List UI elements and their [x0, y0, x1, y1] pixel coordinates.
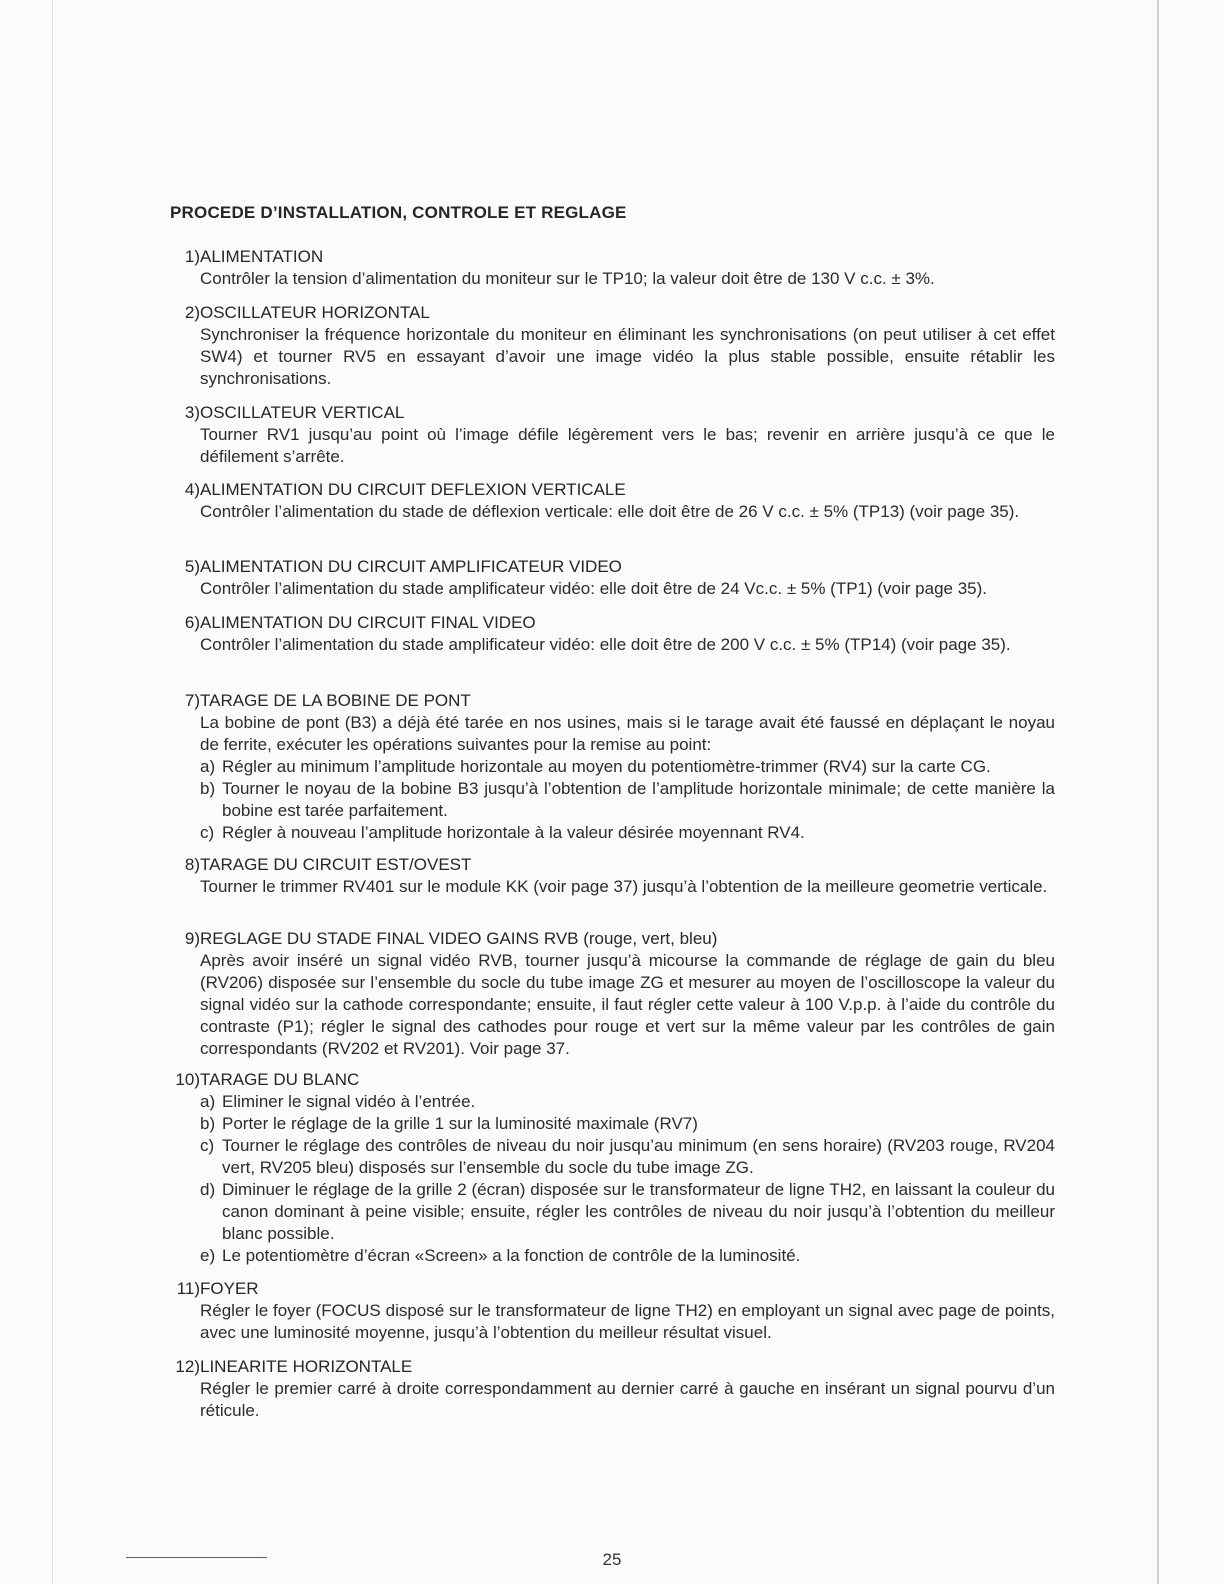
section-number: 8) [184, 855, 200, 874]
sub-letter: b) [200, 1114, 216, 1133]
section-1 [170, 246, 1055, 290]
sub-text: Régler au minimum l’amplitude horizontale au moyen du potentiomètre-trimmer (RV4) sur la carte CG. [222, 757, 991, 776]
section-heading: TARAGE DU CIRCUIT EST/OVEST [200, 855, 472, 874]
sub-text: Le potentiomètre d’écran «Screen» a la fonction de contrôle de la luminosité. [222, 1246, 801, 1265]
sub-item [200, 1245, 1055, 1267]
section-number: 5) [184, 557, 200, 576]
sub-letter: c) [200, 823, 215, 842]
sub-item [200, 778, 1055, 822]
sub-text: Tourner le réglage des contrôles de niveau du noir jusqu’au minimum (en sens horaire) (RV203 rouge, RV204 vert, RV205 bleu) disposés sur l’ensemble du socle du tube image ZG. [222, 1136, 1055, 1177]
section-heading: ALIMENTATION DU CIRCUIT DEFLEXION VERTICALE [200, 480, 626, 499]
sub-text: Eliminer le signal vidéo à l’entrée. [222, 1092, 476, 1111]
section-number: 10) [175, 1070, 200, 1089]
section-2 [170, 302, 1055, 390]
section-9 [170, 928, 1055, 1060]
section-heading: REGLAGE DU STADE FINAL VIDEO GAINS RVB (rouge, vert, bleu) [200, 929, 718, 948]
section-number: 6) [184, 613, 200, 632]
section-7 [170, 690, 1055, 844]
section-heading: ALIMENTATION [200, 247, 324, 266]
page-title: PROCEDE D’INSTALLATION, CONTROLE ET REGLAGE [170, 203, 627, 222]
section-heading: FOYER [200, 1279, 259, 1298]
section-body: Contrôler l’alimentation du stade amplificateur vidéo: elle doit être de 24 Vc.c. ± 5% (TP1) (voir page 35). [200, 579, 987, 598]
section-heading: ALIMENTATION DU CIRCUIT AMPLIFICATEUR VIDEO [200, 557, 622, 576]
section-number: 11) [176, 1279, 200, 1298]
page-number: 25 [602, 1550, 622, 1569]
sub-letter: a) [200, 757, 216, 776]
section-3 [170, 402, 1055, 468]
sub-item [200, 1113, 1055, 1135]
section-heading: TARAGE DU BLANC [200, 1070, 360, 1089]
section-body: Contrôler l’alimentation du stade de déflexion verticale: elle doit être de 26 V c.c. ± 5% (TP13) (voir page 35). [200, 502, 1020, 521]
sub-item [200, 822, 1055, 844]
section-8 [170, 854, 1055, 898]
section-body: Après avoir inséré un signal vidéo RVB, tourner jusqu’à micourse la commande de réglage de gain du bleu (RV206) disposée sur l’ensemble du socle du tube image ZG et mesurer au moyen de l’oscilloscope la valeur du signal vidéo sur la cathode correspondante; ensuite, il faut régler cette valeur à 100 V.p.p. à l’aide du contrôle du contraste (P1); régler le signal des cathodes pour rouge et vert sur la même valeur par les contrôles de gain correspondants (RV202 et RV201). Voir page 37. [200, 951, 1055, 1058]
section-heading: ALIMENTATION DU CIRCUIT FINAL VIDEO [200, 613, 536, 632]
section-number: 2) [184, 303, 200, 322]
section-number: 3) [184, 403, 200, 422]
sub-item [200, 756, 1055, 778]
sub-letter: c) [200, 1136, 215, 1155]
sub-text: Régler à nouveau l’amplitude horizontale à la valeur désirée moyennant RV4. [222, 823, 805, 842]
section-4 [170, 479, 1055, 523]
section-heading: OSCILLATEUR HORIZONTAL [200, 303, 430, 322]
section-body: Régler le foyer (FOCUS disposé sur le transformateur de ligne TH2) en employant un signal avec page de points, avec une luminosité moyenne, jusqu’à l’obtention du meilleur résultat visuel. [200, 1301, 1055, 1342]
section-10 [170, 1069, 1055, 1267]
sub-text: Tourner le noyau de la bobine B3 jusqu’à l’obtention de l’amplitude horizontale minimale; de cette manière la bobine est tarée parfaitement. [222, 779, 1055, 820]
sub-letter: d) [200, 1180, 216, 1199]
sub-item [200, 1091, 1055, 1113]
section-number: 4) [184, 480, 200, 499]
sub-letter: b) [200, 779, 216, 798]
sub-text: Porter le réglage de la grille 1 sur la luminosité maximale (RV7) [222, 1114, 698, 1133]
section-number: 1) [184, 247, 200, 266]
section-heading: OSCILLATEUR VERTICAL [200, 403, 405, 422]
section-heading: LINEARITE HORIZONTALE [200, 1357, 413, 1376]
section-heading: TARAGE DE LA BOBINE DE PONT [200, 691, 471, 710]
section-number: 9) [184, 929, 200, 948]
sub-item [200, 1135, 1055, 1179]
section-6 [170, 612, 1055, 656]
section-12 [170, 1356, 1055, 1422]
section-body: Tourner RV1 jusqu’au point où l’image défile légèrement vers le bas; revenir en arrière jusqu’à ce que le défilement s’arrête. [200, 425, 1055, 466]
sub-letter: a) [200, 1092, 216, 1111]
section-5 [170, 556, 1055, 600]
section-body: La bobine de pont (B3) a déjà été tarée en nos usines, mais si le tarage avait été faussé en déplaçant le noyau de ferrite, exécuter les opérations suivantes pour la remise au point: [200, 713, 1055, 754]
section-11 [170, 1278, 1055, 1344]
section-number: 12) [175, 1357, 200, 1376]
page-edge-right [1157, 0, 1159, 1584]
section-body: Contrôler la tension d’alimentation du moniteur sur le TP10; la valeur doit être de 130 V c.c. ± 3%. [200, 269, 935, 288]
section-body: Régler le premier carré à droite correspondamment au dernier carré à gauche en insérant un signal pourvu d’un réticule. [200, 1379, 1055, 1420]
page-edge-left [52, 0, 53, 1584]
section-body: Tourner le trimmer RV401 sur le module KK (voir page 37) jusqu’à l’obtention de la meilleure geometrie verticale. [200, 877, 1048, 896]
section-number: 7) [184, 691, 200, 710]
section-body: Contrôler l’alimentation du stade amplificateur vidéo: elle doit être de 200 V c.c. ± 5% (TP14) (voir page 35). [200, 635, 1011, 654]
sub-text: Diminuer le réglage de la grille 2 (écran) disposée sur le transformateur de ligne TH2, en laissant la couleur du canon dominant à peine visible; ensuite, régler les contrôles de niveau du noir jusqu’à l’obtention du meilleur blanc possible. [222, 1180, 1055, 1243]
sub-letter: e) [200, 1246, 216, 1265]
sub-item [200, 1179, 1055, 1245]
section-body: Synchroniser la fréquence horizontale du moniteur en éliminant les synchronisations (on peut utiliser à cet effet SW4) et tourner RV5 en essayant d’avoir une image vidéo la plus stable possible, ensuite rétablir les synchronisations. [200, 325, 1055, 388]
